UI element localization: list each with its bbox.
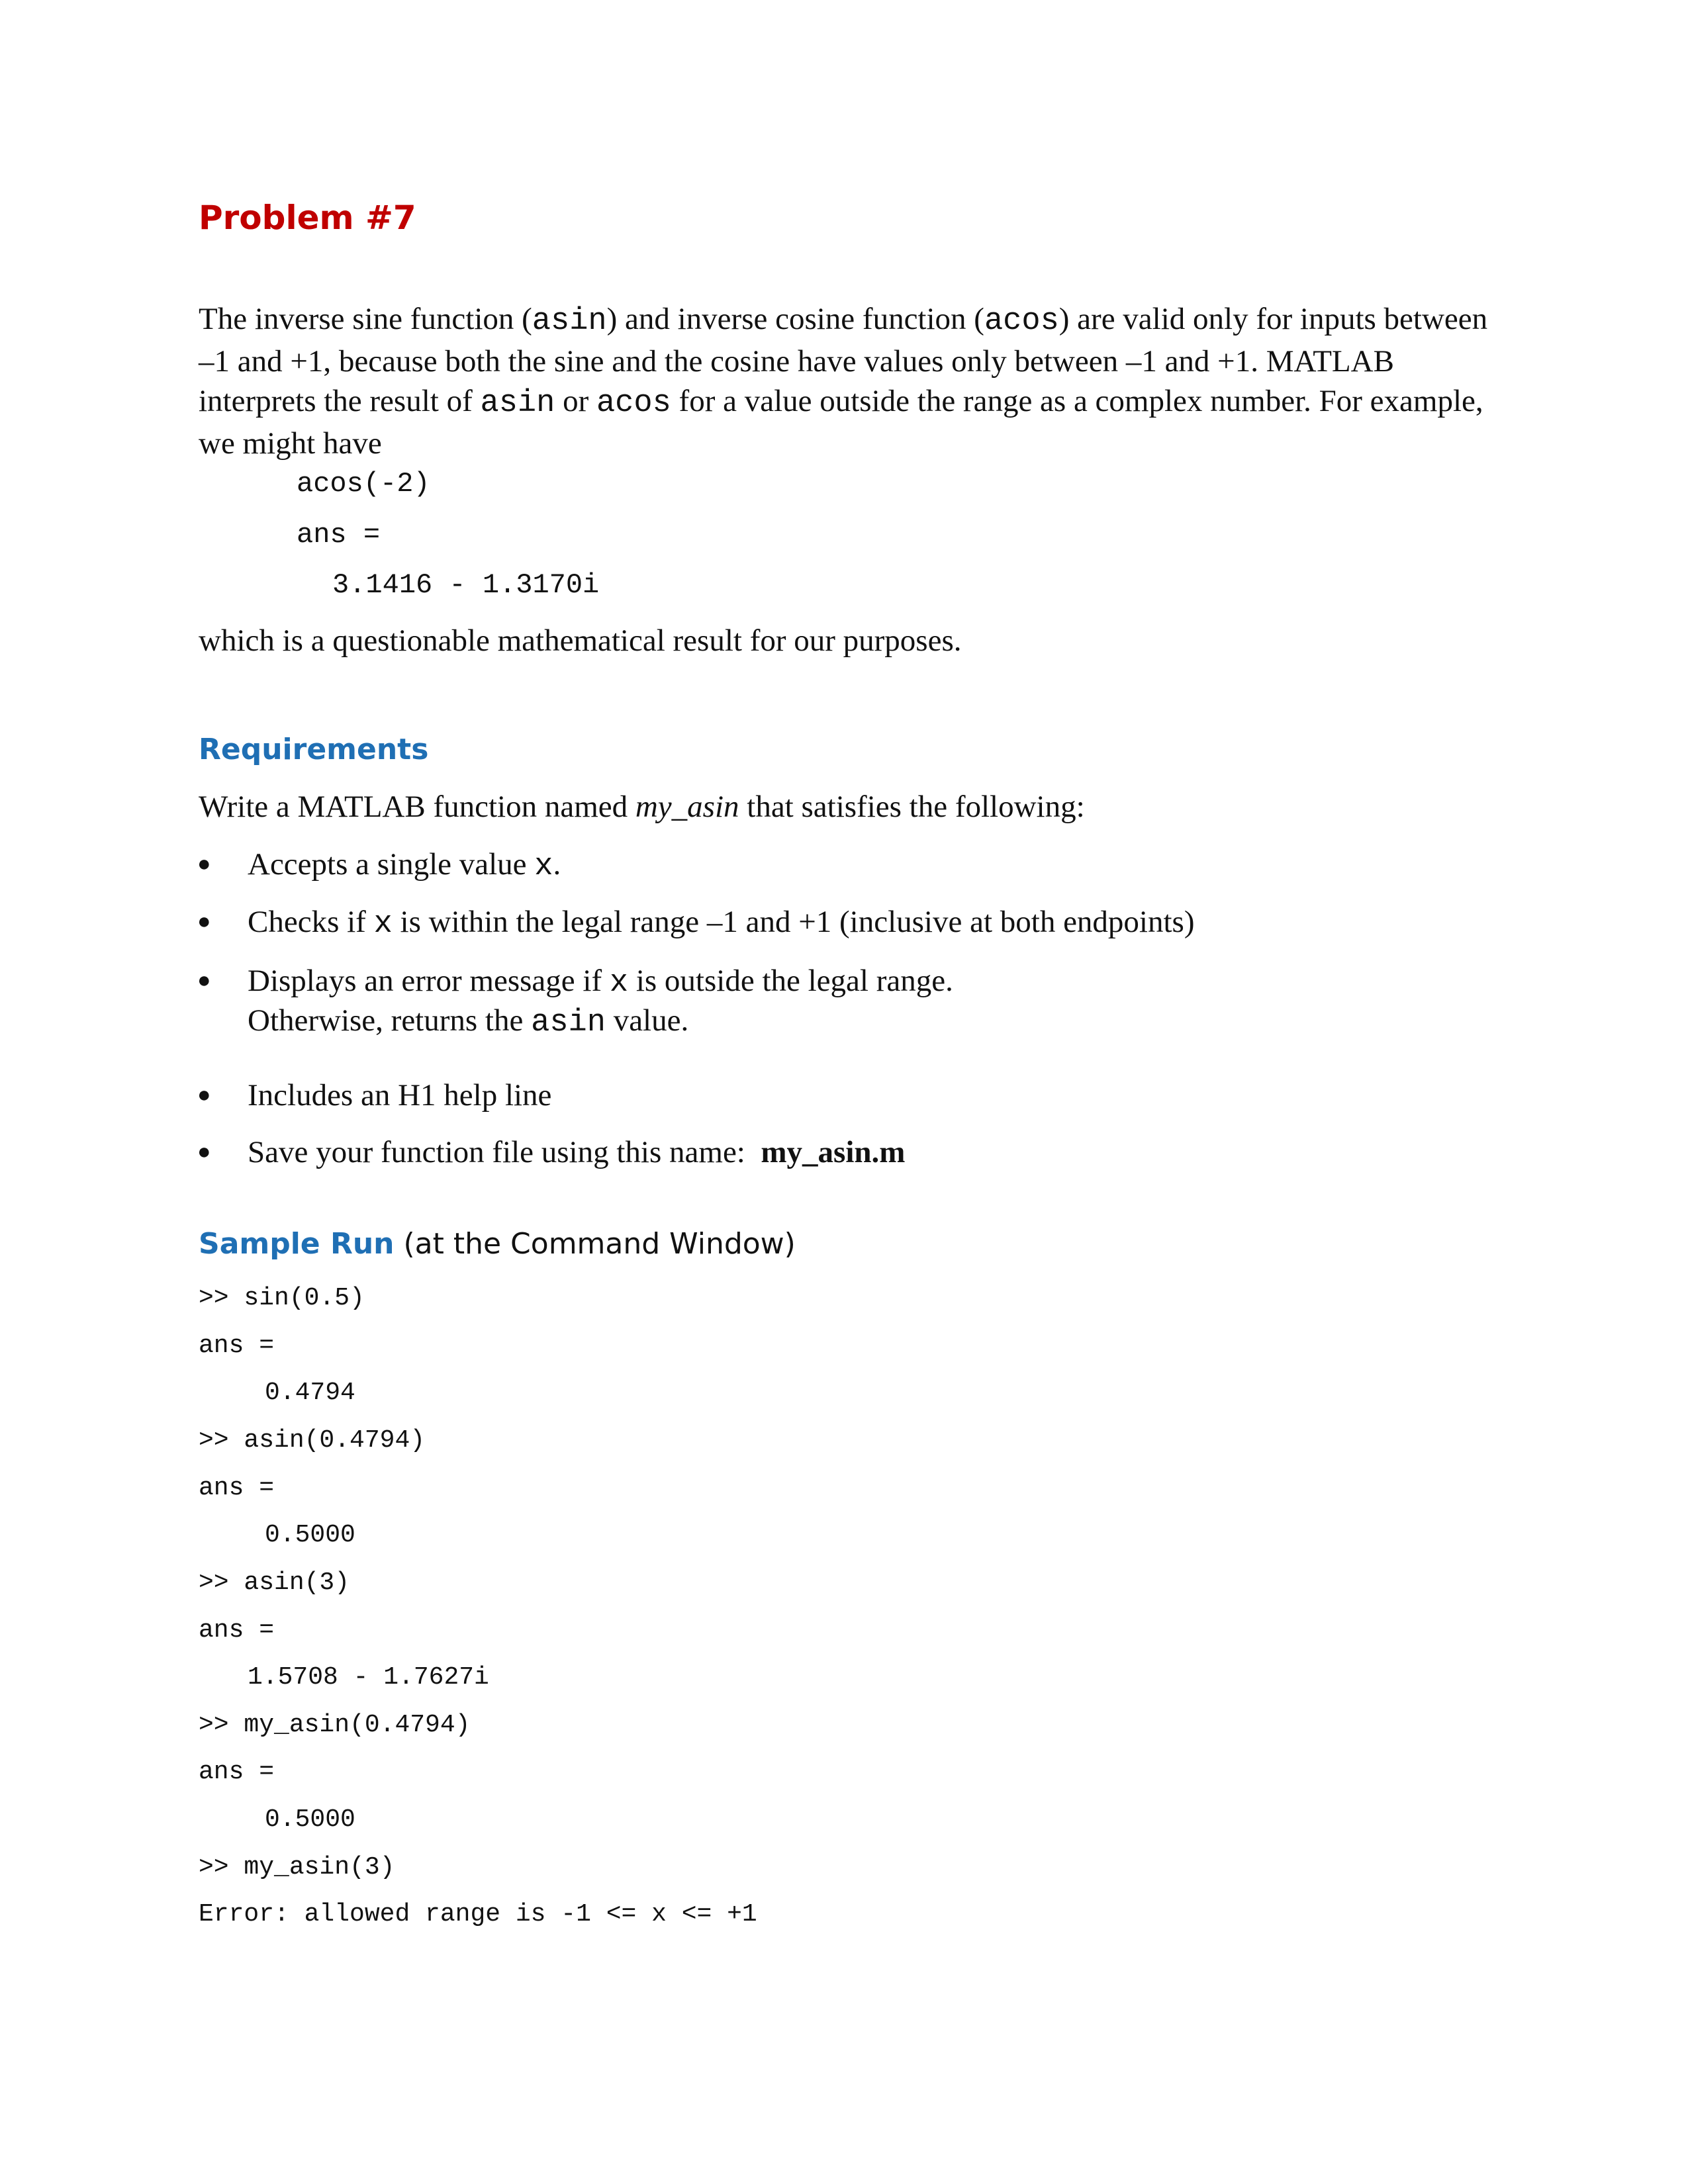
console-line: ans = [199,1474,275,1502]
requirement-3-line-2 [248,1001,688,1042]
requirement-3 [248,962,953,1003]
intro-text-2: ) and inverse cosine function ( [606,302,984,336]
sample-run-title: Sample Run [199,1227,395,1261]
console-line: ans = [199,1616,275,1645]
bullet-icon: ● [197,1140,211,1164]
requirements-lead [199,788,1085,827]
requirement-2 [248,903,1195,944]
console-line: 1.5708 - 1.7627i [248,1663,489,1692]
requirement-3-code: x [609,966,629,1001]
example-ans-label: ans = [297,519,381,551]
requirement-2-text: Checks if [248,905,374,939]
intro-code-acos: acos [984,304,1059,339]
example-command: acos(-2) [297,468,430,500]
requirement-4: Includes an H1 help line [248,1078,552,1113]
requirement-2-code: x [373,907,393,942]
intro-text-4: or [555,384,596,418]
console-line: 0.4794 [265,1379,355,1407]
console-error-line: Error: allowed range is -1 <= x <= +1 [199,1900,757,1929]
console-line: ans = [199,1758,275,1786]
requirement-1 [248,845,561,886]
intro-code-asin: asin [532,304,607,339]
sample-run-heading [199,1227,796,1261]
requirements-lead-text: Write a MATLAB function named [199,790,635,824]
console-line: 0.5000 [265,1521,355,1549]
bullet-icon: ● [197,968,211,993]
requirement-1-text: Accepts a single value [248,847,535,882]
intro-paragraph [199,299,1509,463]
console-line: >> sin(0.5) [199,1284,365,1312]
function-name: my_asin [635,790,739,824]
intro-text-3: ) are valid only for inputs between –1 and +1, because both the sine and the cosine have values only between –1 and +1. MATLAB interprets the result of [199,302,1488,418]
console-line: ans = [199,1332,275,1360]
requirement-1-code: x [534,849,553,884]
requirement-3-line-2-tail: value. [605,1003,689,1038]
requirement-2-tail: is within the legal range –1 and +1 (inclusive at both endpoints) [392,905,1195,939]
intro-text-1: The inverse sine function ( [199,302,532,336]
filename: my_asin.m [761,1135,906,1169]
requirement-5-text: Save your function file using this name: [248,1135,761,1169]
requirements-heading: Requirements [199,733,429,766]
example-result: 3.1416 - 1.3170i [332,569,600,601]
bullet-icon: ● [197,852,211,876]
intro-code-acos-2: acos [596,386,671,421]
console-line: >> asin(0.4794) [199,1426,426,1455]
console-line: 0.5000 [265,1805,355,1834]
problem-title: Problem #7 [199,199,416,237]
requirement-1-tail: . [553,847,561,882]
bullet-icon: ● [197,909,211,934]
example-commentary: which is a questionable mathematical result for our purposes. [199,623,962,658]
requirement-3-text: Displays an error message if [248,964,610,998]
console-line: >> my_asin(3) [199,1853,395,1882]
requirement-3-line-2-text: Otherwise, returns the [248,1003,532,1038]
console-line: >> asin(3) [199,1569,350,1597]
console-line: >> my_asin(0.4794) [199,1711,471,1739]
intro-text-5: for a value outside the range as a complex number. For example, we might have [199,384,1483,461]
requirement-5 [248,1133,905,1172]
requirement-3-tail: is outside the legal range. [628,964,953,998]
bullet-icon: ● [197,1083,211,1107]
requirements-lead-tail: that satisfies the following: [739,790,1085,824]
intro-code-asin-2: asin [480,386,555,421]
sample-run-subtitle: (at the Command Window) [394,1227,796,1261]
requirement-3-line-2-code: asin [531,1005,606,1040]
